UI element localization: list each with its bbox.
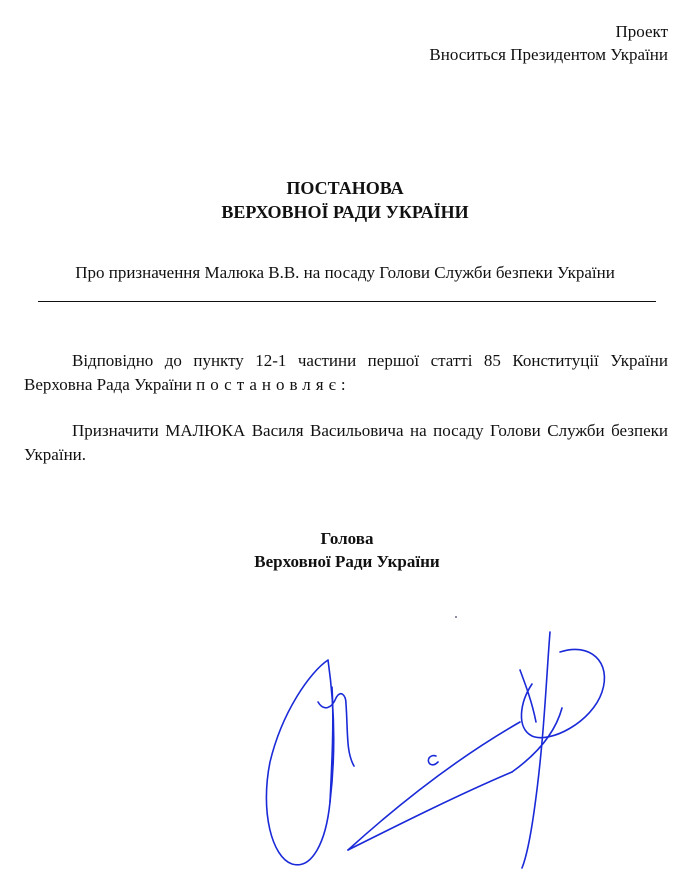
body-paragraph-1 [24,349,668,397]
paragraph-1-text: Відповідно до пункту 12-1 частини першої статті 85 Конституції України Верховна Рада України [24,351,668,394]
subject-underline [38,301,656,302]
submitted-by-label: Вноситься Президентом України [429,45,668,64]
document-subject: Про призначення Малюка В.В. на посаду Голови Служби безпеки України [75,263,615,282]
signatory-position: Голова [320,529,374,548]
handwritten-signature [250,612,630,874]
title-line-2: ВЕРХОВНОЇ РАДИ УКРАЇНИ [221,202,469,222]
resolves-word: постановляє [196,375,341,394]
draft-label: Проект [615,22,668,41]
body-paragraph-2 [24,419,668,467]
paragraph-2-text: Призначити МАЛЮКА Василя Васильовича на посаду Голови Служби безпеки України. [24,421,668,464]
signatory-institution: Верховної Ради України [254,552,440,571]
document-header [429,20,668,66]
title-line-1: ПОСТАНОВА [286,178,404,198]
signatory-block [0,527,690,573]
document-title [0,176,690,224]
paragraph-1-colon: : [340,375,346,394]
